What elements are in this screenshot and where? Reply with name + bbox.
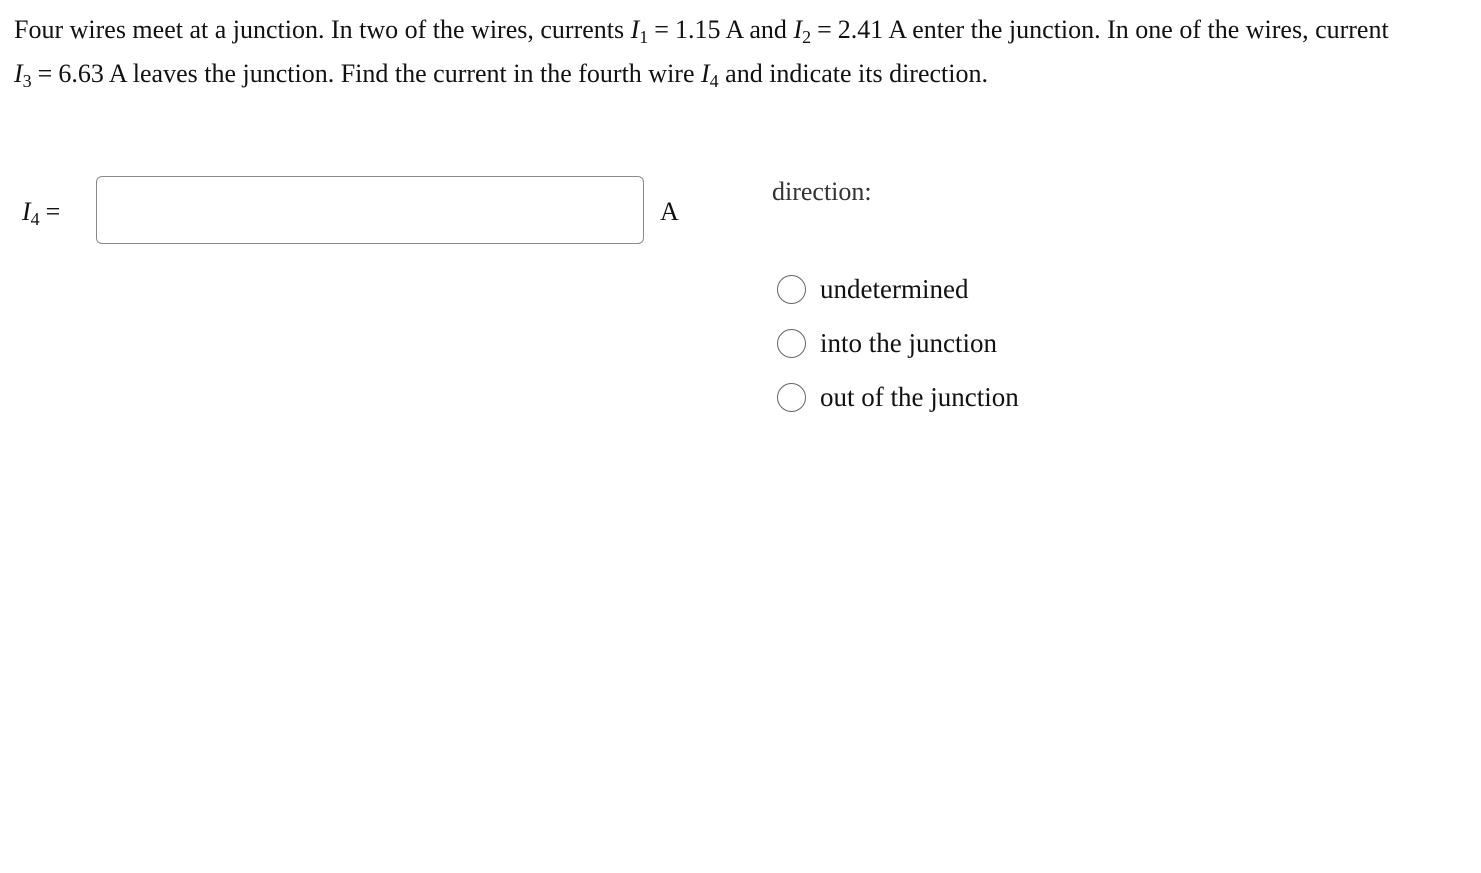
- radio-button-out-of-junction[interactable]: [777, 383, 806, 412]
- unit-label: A: [660, 197, 679, 226]
- direction-radio-group: [777, 262, 1019, 424]
- radio-option-into-junction[interactable]: [777, 316, 1019, 370]
- problem-text-4: and indicate its direction.: [718, 59, 988, 88]
- radio-option-out-of-junction[interactable]: [777, 370, 1019, 424]
- radio-button-into-junction[interactable]: [777, 329, 806, 358]
- i3-symbol: $I_3$: [14, 59, 32, 91]
- answer-equals: =: [45, 197, 61, 226]
- i3-equals: =: [37, 59, 53, 88]
- i1-equals: =: [654, 15, 669, 44]
- direction-label: direction:: [772, 177, 872, 206]
- radio-button-undetermined[interactable]: [777, 275, 806, 304]
- problem-text-1: Four wires meet at a junction. In two of the wires, currents: [14, 15, 631, 44]
- radio-option-undetermined[interactable]: [777, 262, 1019, 316]
- i4-label-symbol: $I_4$: [22, 197, 40, 229]
- i1-symbol: $I_1$: [630, 15, 649, 47]
- i1-value: 1.15 A: [674, 15, 743, 44]
- radio-label-into-junction[interactable]: into the junction: [820, 328, 997, 358]
- problem-statement: [14, 8, 1469, 96]
- i3-value: 6.63 A: [58, 59, 127, 88]
- problem-and: and: [742, 15, 794, 44]
- i2-symbol: $I_2$: [793, 15, 812, 47]
- answer-label: [22, 194, 66, 230]
- i2-value: 2.41 A: [837, 15, 906, 44]
- i2-equals: =: [817, 15, 832, 44]
- problem-text-2: enter the junction. In one of the wires, current: [905, 15, 1389, 44]
- radio-label-out-of-junction[interactable]: out of the junction: [820, 382, 1019, 412]
- problem-text-3: leaves the junction. Find the current in the fourth wire: [126, 59, 701, 88]
- current-answer-input[interactable]: [96, 176, 644, 244]
- i4-symbol: $I_4$: [701, 59, 719, 91]
- radio-label-undetermined[interactable]: undetermined: [820, 274, 969, 304]
